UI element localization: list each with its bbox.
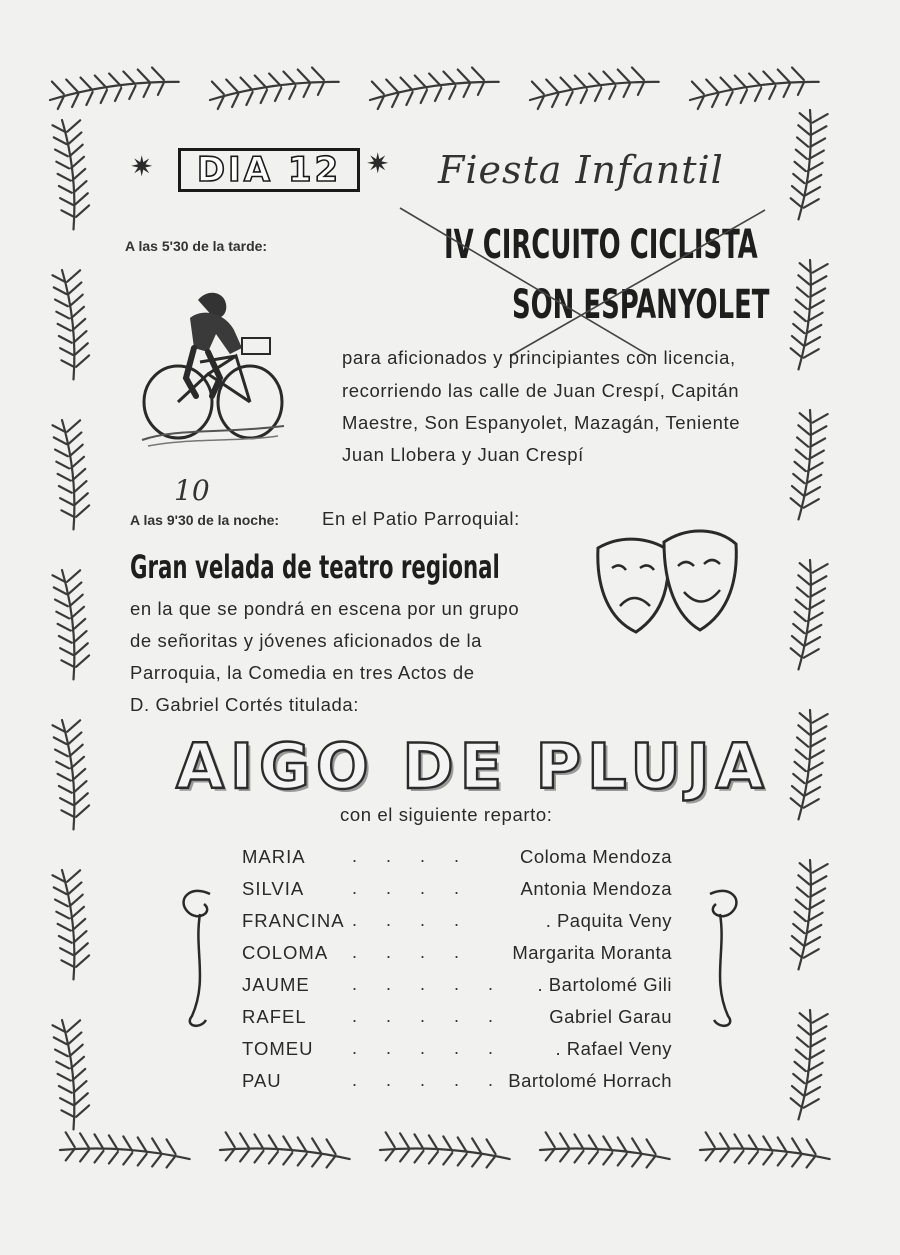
circuit-title-line2: SON ESPANYOLET: [512, 282, 770, 328]
cast-role: TOMEU: [242, 1038, 314, 1059]
cast-dots: . . . . .: [352, 1006, 506, 1026]
velada-title: Gran velada de teatro regional: [130, 548, 500, 586]
circuit-description-line: recorriendo las calle de Juan Crespí, Capitán: [342, 380, 740, 401]
scroll-flourish-icon: [170, 880, 230, 1030]
cast-actor: Antonia Mendoza: [520, 878, 672, 899]
palm-frond-icon: [52, 268, 91, 380]
palm-frond-icon: [52, 418, 91, 530]
palm-frond-icon: [527, 64, 660, 110]
cast-role: COLOMA: [242, 942, 329, 963]
cast-actor: Margarita Moranta: [512, 942, 672, 963]
handwritten-correction: 10: [174, 474, 210, 507]
cast-actor: Gabriel Garau: [549, 1006, 672, 1027]
palm-frond-icon: [219, 1132, 351, 1169]
theatre-masks-icon: [592, 520, 740, 642]
cast-row: [242, 910, 672, 940]
palm-frond-icon: [52, 568, 91, 680]
velada-description-line: Parroquia, la Comedia en tres Actos de: [130, 662, 475, 683]
circuit-title-line1: IV CIRCUITO CICLISTA: [444, 222, 758, 268]
palm-frond-icon: [789, 1009, 828, 1121]
star-right-icon: ✷: [366, 148, 390, 179]
cast-intro: con el siguiente reparto:: [340, 804, 553, 825]
cast-actor: Coloma Mendoza: [520, 846, 672, 867]
cast-actor: Bartolomé Horrach: [508, 1070, 672, 1091]
cast-role: RAFEL: [242, 1006, 307, 1027]
cast-row: [242, 1038, 672, 1068]
cast-actor: . Paquita Veny: [545, 910, 672, 931]
palm-frond-icon: [789, 859, 828, 971]
palm-frond-icon: [789, 109, 828, 221]
cast-role: SILVIA: [242, 878, 305, 899]
cast-dots: . . . . .: [352, 1070, 506, 1090]
scroll-flourish-icon: [690, 880, 750, 1030]
velada-description-line: en la que se pondrá en escena por un grupo: [130, 598, 520, 619]
star-left-icon: ✷: [130, 151, 154, 182]
palm-frond-icon: [52, 868, 91, 980]
velada-venue: En el Patio Parroquial:: [322, 508, 520, 529]
palm-frond-icon: [687, 64, 820, 110]
cast-actor: . Bartolomé Gili: [537, 974, 672, 995]
velada-description-line: D. Gabriel Cortés titulada:: [130, 694, 360, 715]
cast-dots: . . . . .: [352, 1038, 506, 1058]
cast-row: [242, 942, 672, 972]
palm-frond-icon: [789, 559, 828, 671]
circuit-time-label: A las 5'30 de la tarde:: [125, 238, 268, 254]
cast-row: [242, 846, 672, 876]
velada-description-line: de señoritas y jóvenes aficionados de la: [130, 630, 483, 651]
cyclist-icon: [138, 278, 288, 450]
velada-time-label: A las 9'30 de la noche:: [130, 512, 280, 528]
palm-frond-icon: [52, 1018, 91, 1130]
day-label: DIA 12: [196, 150, 342, 190]
palm-frond-icon: [367, 64, 500, 110]
circuit-description-line: Maestre, Son Espanyolet, Mazagán, Teniente: [342, 412, 741, 433]
cast-dots: . . . .: [352, 878, 472, 898]
palm-frond-icon: [789, 709, 828, 821]
palm-frond-icon: [699, 1132, 831, 1169]
cast-role: PAU: [242, 1070, 282, 1091]
palm-frond-icon: [47, 64, 180, 110]
palm-frond-icon: [379, 1132, 511, 1169]
cast-row: [242, 1006, 672, 1036]
palm-frond-icon: [52, 718, 91, 830]
cast-row: [242, 878, 672, 908]
day-badge: [178, 148, 360, 192]
palm-frond-icon: [52, 118, 91, 230]
cross-out-mark: [380, 196, 780, 366]
cast-row: [242, 974, 672, 1004]
palm-frond-icon: [789, 259, 828, 371]
cast-role: MARIA: [242, 846, 306, 867]
cast-actor: . Rafael Veny: [555, 1038, 672, 1059]
cast-row: [242, 1070, 672, 1100]
cast-dots: . . . . .: [352, 974, 506, 994]
cast-dots: . . . .: [352, 910, 472, 930]
cast-dots: . . . .: [352, 846, 472, 866]
cast-role: JAUME: [242, 974, 310, 995]
palm-frond-icon: [539, 1132, 671, 1169]
handwritten-note: Fiesta Infantil: [438, 148, 724, 192]
circuit-description-line: para aficionados y principiantes con licencia,: [342, 347, 736, 368]
cast-dots: . . . .: [352, 942, 472, 962]
palm-frond-icon: [207, 64, 340, 110]
palm-frond-icon: [789, 409, 828, 521]
palm-frond-icon: [59, 1132, 191, 1169]
circuit-description-line: Juan Llobera y Juan Crespí: [342, 444, 584, 465]
play-title: AIGO DE PLUJA: [176, 730, 770, 803]
cast-role: FRANCINA: [242, 910, 345, 931]
